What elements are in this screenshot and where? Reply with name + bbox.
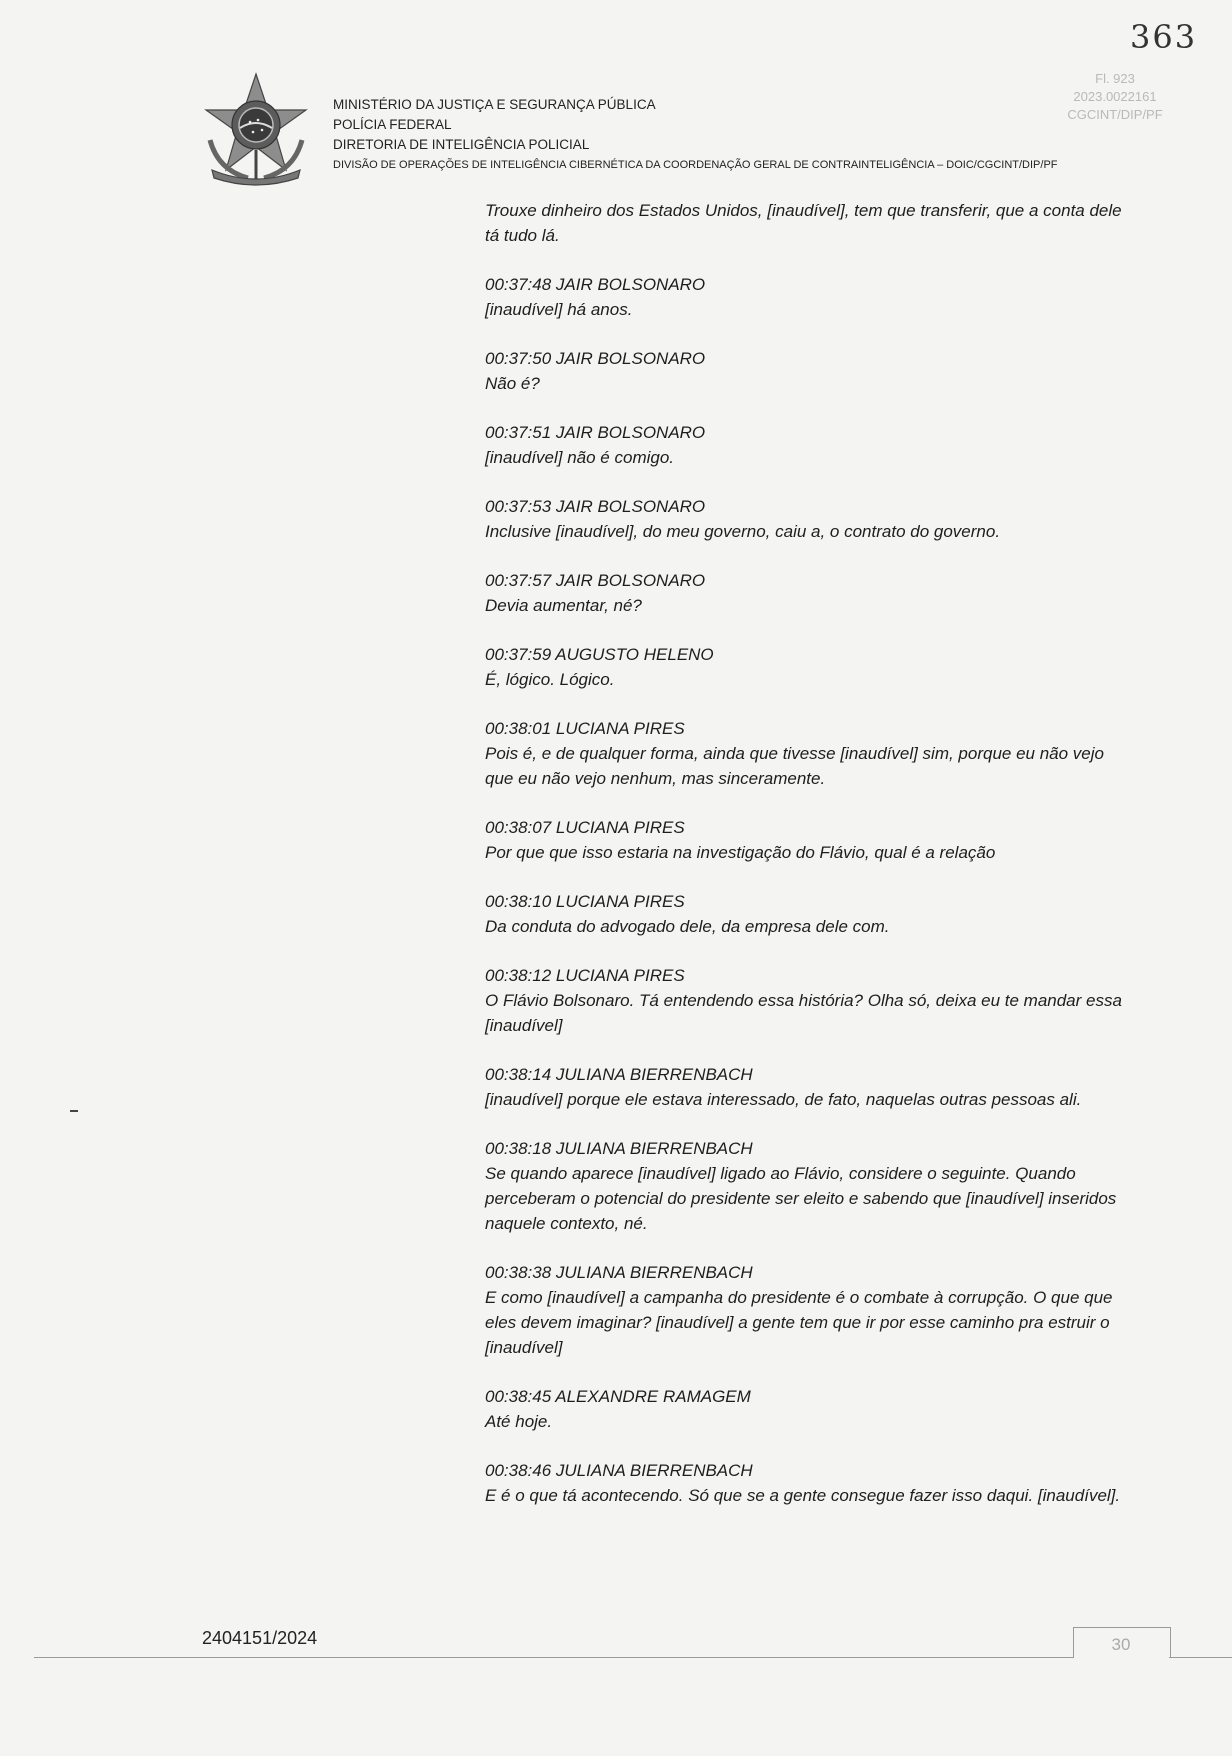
header-police: POLÍCIA FEDERAL xyxy=(333,117,452,132)
entry-speaker: 00:38:14 JULIANA BIERRENBACH xyxy=(485,1065,753,1084)
entry-speaker: 00:38:07 LUCIANA PIRES xyxy=(485,818,685,837)
entry-text: É, lógico. Lógico. xyxy=(485,670,615,689)
page-number: 30 xyxy=(1111,1635,1131,1654)
transcript-entry xyxy=(485,963,1125,1038)
footer-rule-tail xyxy=(1169,1657,1232,1658)
handwritten-page-number: 363 xyxy=(1130,18,1198,56)
transcript-entry xyxy=(485,1136,1125,1236)
transcript-entry xyxy=(485,815,1125,865)
stamp-unit: CGCINT/DIP/PF xyxy=(1067,107,1163,122)
entry-speaker: 00:37:59 AUGUSTO HELENO xyxy=(485,645,714,664)
entry-text: [inaudível] não é comigo. xyxy=(485,448,675,467)
header-ministry: MINISTÉRIO DA JUSTIÇA E SEGURANÇA PÚBLICA xyxy=(333,97,656,112)
stamp-folio: Fl. 923 xyxy=(1095,71,1135,86)
entry-speaker: 00:37:57 JAIR BOLSONARO xyxy=(485,571,706,590)
entry-text: [inaudível] há anos. xyxy=(485,300,633,319)
entry-speaker: 00:37:48 JAIR BOLSONARO xyxy=(485,275,706,294)
transcript-entry xyxy=(485,889,1125,939)
transcript-entry xyxy=(485,1384,1125,1434)
entry-text: O Flávio Bolsonaro. Tá entendendo essa história? Olha só, deixa eu te mandar essa [inaudível] xyxy=(485,991,1122,1035)
footer-rule xyxy=(34,1657,1074,1658)
transcript-entry xyxy=(485,494,1125,544)
brazil-coat-of-arms-icon xyxy=(198,70,314,186)
entry-speaker: 00:38:01 LUCIANA PIRES xyxy=(485,719,685,738)
entry-text: Da conduta do advogado dele, da empresa dele com. xyxy=(485,917,890,936)
transcript-entry xyxy=(485,568,1125,618)
entry-text: [inaudível] porque ele estava interessado, de fato, naquelas outras pessoas ali. xyxy=(485,1090,1082,1109)
entry-speaker: 00:37:53 JAIR BOLSONARO xyxy=(485,497,706,516)
transcript-entry xyxy=(485,346,1125,396)
entry-speaker: 00:38:46 JULIANA BIERRENBACH xyxy=(485,1461,753,1480)
transcript-body xyxy=(485,198,1125,1532)
entry-text: E é o que tá acontecendo. Só que se a gente consegue fazer isso daqui. [inaudível]. xyxy=(485,1486,1121,1505)
document-header xyxy=(333,95,1058,175)
header-directorate: DIRETORIA DE INTELIGÊNCIA POLICIAL xyxy=(333,137,590,152)
protocol-stamp xyxy=(1040,70,1190,124)
entry-speaker: 00:37:50 JAIR BOLSONARO xyxy=(485,349,706,368)
transcript-entry xyxy=(485,642,1125,692)
margin-mark xyxy=(70,1110,78,1112)
transcript-entry xyxy=(485,716,1125,791)
transcript-entry xyxy=(485,1062,1125,1112)
transcript-entry xyxy=(485,420,1125,470)
intro-text: Trouxe dinheiro dos Estados Unidos, [inaudível], tem que transferir, que a conta dele tá tudo lá. xyxy=(485,201,1122,245)
intro-paragraph xyxy=(485,198,1125,248)
entry-speaker: 00:37:51 JAIR BOLSONARO xyxy=(485,423,706,442)
entry-text: Não é? xyxy=(485,374,540,393)
header-division: DIVISÃO DE OPERAÇÕES DE INTELIGÊNCIA CIBERNÉTICA DA COORDENAÇÃO GERAL DE CONTRAINTELIGÊNCIA – DOIC/CGCINT/DIP/PF xyxy=(333,159,1058,171)
entry-speaker: 00:38:45 ALEXANDRE RAMAGEM xyxy=(485,1387,751,1406)
entry-speaker: 00:38:18 JULIANA BIERRENBACH xyxy=(485,1139,753,1158)
entry-text: Por que que isso estaria na investigação do Flávio, qual é a relação xyxy=(485,843,996,862)
entry-text: Até hoje. xyxy=(485,1412,553,1431)
entry-speaker: 00:38:10 LUCIANA PIRES xyxy=(485,892,685,911)
entry-speaker: 00:38:38 JULIANA BIERRENBACH xyxy=(485,1263,753,1282)
stamp-process-number: 2023.0022161 xyxy=(1073,89,1157,104)
entry-text: Pois é, e de qualquer forma, ainda que tivesse [inaudível] sim, porque eu não vejo que eu não vejo nenhum, mas sinceramente. xyxy=(485,744,1104,788)
entry-text: Inclusive [inaudível], do meu governo, caiu a, o contrato do governo. xyxy=(485,522,1001,541)
transcript-entry xyxy=(485,272,1125,322)
document-code: 2404151/2024 xyxy=(202,1628,318,1648)
entry-text: Se quando aparece [inaudível] ligado ao Flávio, considere o seguinte. Quando perceberam o potencial do presidente ser eleito e sabendo que [inaudível] inseridos naquele contexto, né. xyxy=(485,1164,1117,1233)
transcript-entry xyxy=(485,1458,1125,1508)
entry-text: Devia aumentar, né? xyxy=(485,596,642,615)
entry-speaker: 00:38:12 LUCIANA PIRES xyxy=(485,966,685,985)
transcript-entry xyxy=(485,1260,1125,1360)
entry-text: E como [inaudível] a campanha do presidente é o combate à corrupção. O que que eles devem imaginar? [inaudível] a gente tem que ir por esse caminho pra estruir o [inaudível] xyxy=(485,1288,1113,1357)
